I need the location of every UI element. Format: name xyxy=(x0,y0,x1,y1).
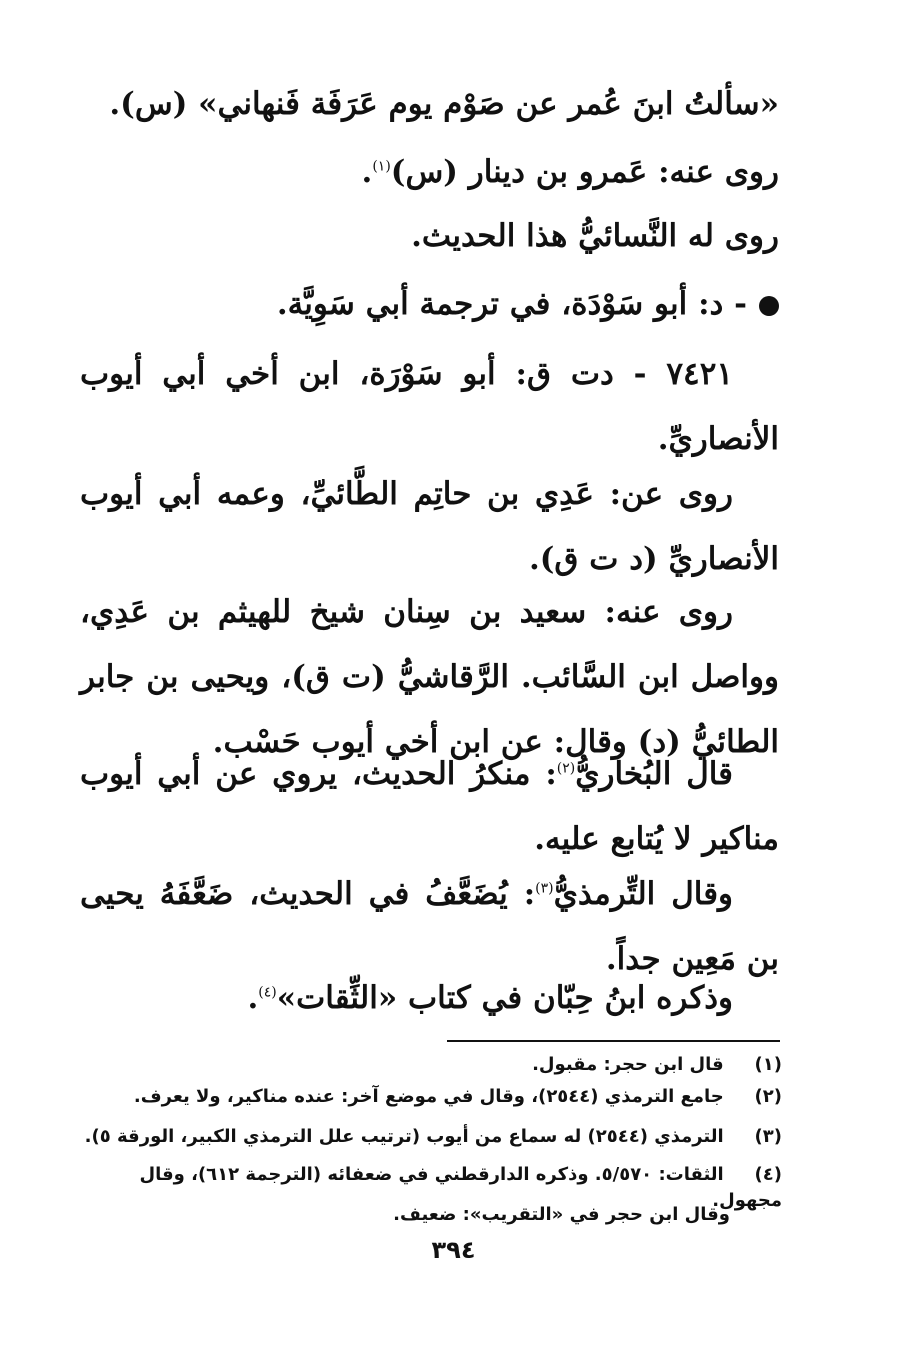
footnote-ref-2[interactable]: (٢) xyxy=(556,760,576,777)
paragraph-text: «سألتُ ابنَ عُمر عن صَوْم يوم عَرَفَة فَنهاني» (س). xyxy=(109,86,779,122)
paragraph-text: عَمرو بن دينار (س) xyxy=(390,154,659,190)
narrated-from-label: روى عن: xyxy=(609,476,734,512)
footnote-ref-1[interactable]: (١) xyxy=(372,158,391,175)
footnote-ref-4[interactable]: (٤) xyxy=(258,984,277,1001)
footnote-text: وقال ابن حجر في «التقريب»: ضعيف. xyxy=(393,1204,730,1225)
footnote-4-continuation xyxy=(80,1202,782,1228)
paragraph-text: وذكره ابنُ حِبّان في كتاب «الثِّقات» xyxy=(276,980,733,1016)
footnote-number: (٢) xyxy=(754,1086,782,1107)
paragraph-tirmidhi: وقال التِّرمذيُّ$^{(٣)}$: يُضَعَّفُ في الحديث، ضَعَّفَهُ يحيى بن مَعِين جداً. xyxy=(80,876,779,977)
footnote-divider xyxy=(447,1040,780,1042)
paragraph-ibn-hibban: وذكره ابنُ حِبّان في كتاب «الثِّقات»$^{(٤)}$. xyxy=(247,980,733,1016)
paragraph-2: روى عنه: عَمرو بن دينار (س)$^{(١)}$. xyxy=(361,154,779,190)
paragraph-3 xyxy=(80,204,779,269)
footnote-number: (١) xyxy=(754,1054,782,1075)
paragraph-4 xyxy=(80,272,779,337)
footnote-ref-3[interactable]: (٣) xyxy=(535,880,554,897)
footnote-1 xyxy=(80,1052,782,1078)
footnote-number: (٤) xyxy=(754,1164,782,1185)
page-number: ٣٩٤ xyxy=(431,1236,476,1264)
narrated-by-label: روى عنه: xyxy=(658,154,779,190)
paragraph-text: وقال التِّرمذيُّ xyxy=(553,876,733,912)
narrated-by-label: روى عنه: xyxy=(604,594,733,630)
entry-7421-heading xyxy=(80,342,779,472)
footnote-text: الثقات: ٥/٥٧٠. وذكره الدارقطني في ضعفائه (الترجمة ٦١٢)، وقال مجهول. xyxy=(139,1164,782,1211)
footnote-text: قال ابن حجر: مقبول. xyxy=(532,1054,724,1075)
paragraph-text: قال البُخاريُّ xyxy=(575,756,733,792)
paragraph-text: عَدِي بن حاتِم الطَّائيِّ، وعمه أبي أيوب الأنصاريِّ (د ت ق). xyxy=(80,476,779,577)
footnote-text: جامع الترمذي (٢٥٤٤)، وقال في موضع آخر: عنده مناكير، ولا يعرف. xyxy=(133,1086,724,1107)
paragraph-text: روى له النَّسائيُّ هذا الحديث. xyxy=(411,218,779,254)
paragraph-text: - د: أبو سَوْدَة، في ترجمة أبي سَوِيَّة. xyxy=(276,286,747,322)
paragraph-narrated-from xyxy=(80,462,779,592)
entry-number-label: ٧٤٢١ - دت ق: xyxy=(515,356,733,392)
bullet-icon xyxy=(759,296,779,316)
footnote-2 xyxy=(80,1084,782,1110)
paragraph-text: أبو سَوْرَة، ابن أخي أبي أيوب الأنصاريِّ. xyxy=(80,356,779,457)
footnote-number: (٣) xyxy=(754,1126,782,1147)
footnote-text: الترمذي (٢٥٤٤) له سماع من أيوب (ترتيب علل الترمذي الكبير، الورقة ٥). xyxy=(84,1126,724,1147)
paragraph-text: سعيد بن سِنان شيخ للهيثم بن عَدِي، وواصل ابن السَّائب. الرَّقاشيُّ (ت ق)، ويحيى بن جابر الطائيُّ (د) وقال: عن ابن أخي أيوب حَسْب. xyxy=(80,594,779,760)
paragraph-1 xyxy=(80,72,779,137)
paragraph-bukhari: قال البُخاريُّ$^{(٢)}$: منكرُ الحديث، يروي عن أبي أيوب مناكير لا يُتابع عليه. xyxy=(80,756,779,857)
footnote-3 xyxy=(80,1124,782,1150)
